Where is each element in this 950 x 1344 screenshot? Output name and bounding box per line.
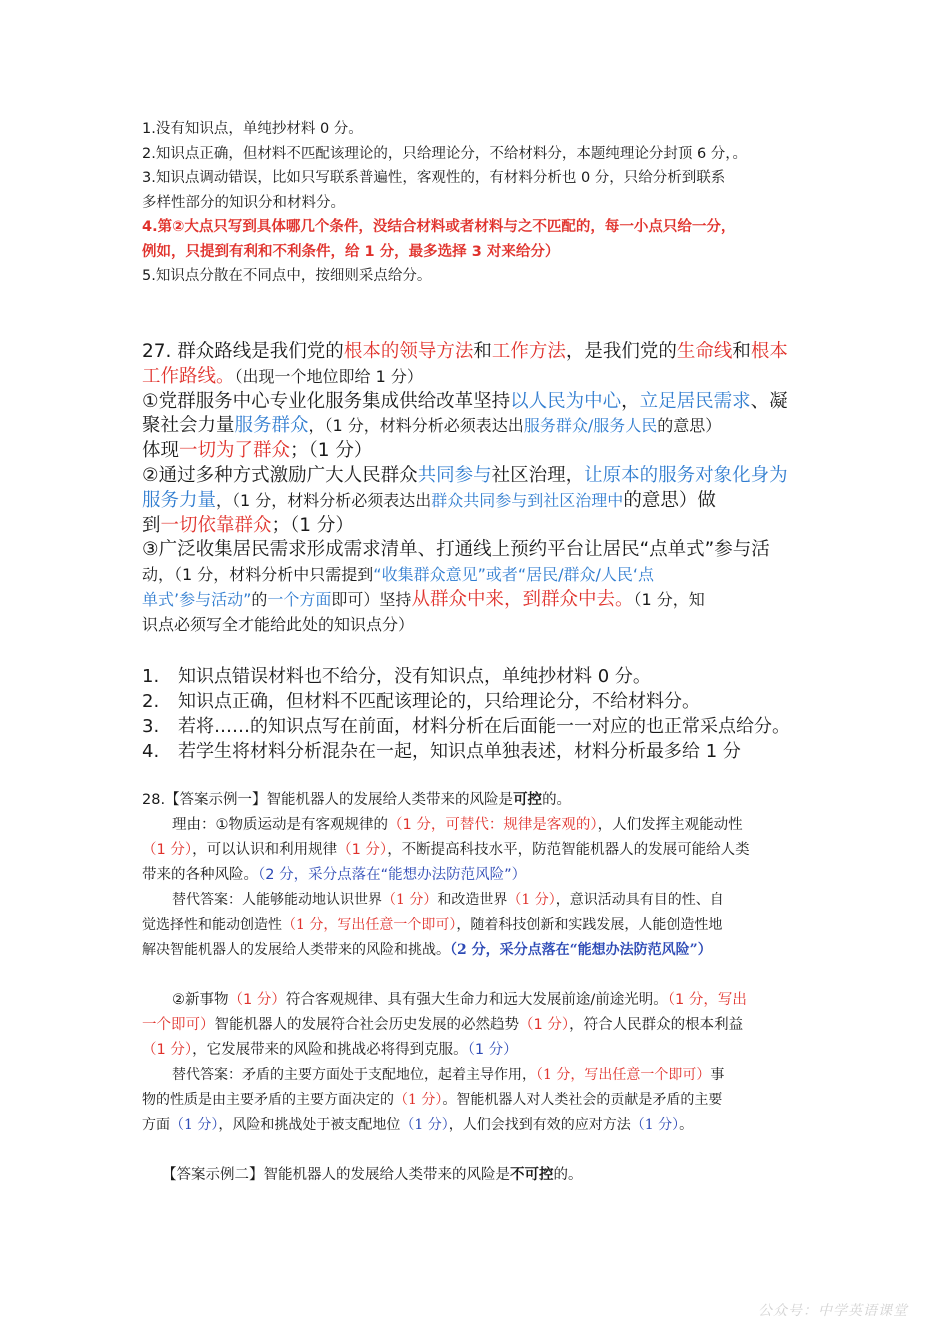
score-note: 动，（1 分，材料分析中只需提到: [142, 565, 374, 585]
text: 理由：①物质运动是有客观规律的: [172, 817, 388, 833]
score-note: （1 分，写出任意一个即可）: [282, 917, 457, 933]
spacer: [142, 1138, 750, 1163]
text: ，它发展带来的风险和挑战必将得到克服。: [192, 1042, 468, 1058]
score-note: （1 分）: [228, 992, 286, 1008]
text: 的。: [553, 1167, 583, 1183]
material-keyword: “收集群众意见”或者“居民/群众/人民‘点: [373, 565, 655, 585]
score-note: 一个即可）: [142, 1017, 215, 1033]
q26-scoring-rules: [142, 117, 747, 289]
bold-keyword: 不可控: [510, 1167, 554, 1183]
text: 智能机器人的发展符合社会历史发展的必然趋势: [214, 1017, 519, 1033]
text: 。智能机器人对人类社会的贡献是矛盾的主要: [442, 1092, 723, 1108]
rule-line: 5.知识点分散在不同点中，按细则采点给分。: [142, 268, 432, 284]
text: ，风险和挑战处于被支配地位: [218, 1117, 401, 1133]
spacer: [142, 963, 750, 988]
rule-line: 1.没有知识点，单纯抄材料 0 分。: [142, 121, 363, 137]
score-note: （1 分）: [630, 1117, 680, 1133]
rule-line: 多样性部分的知识分和材料分。: [142, 194, 345, 211]
keyword: 从群众中来，到群众中去。: [411, 588, 634, 610]
score-note: （1 分）: [394, 1092, 443, 1108]
rule-line: 3.知识点调动错误，比如只写联系普遍性，客观性的，有材料分析也 0 分，只给分析到联系: [142, 170, 726, 186]
rule-text: 知识点正确，但材料不匹配该理论的，只给理论分，不给材料分。: [178, 691, 700, 712]
text: 符合客观规律、具有强大生命力和远大发展前途/前途光明。: [285, 992, 668, 1008]
text: ，意识活动具有目的性、自: [555, 892, 724, 908]
material-keyword: 让原本的服务对象化身为: [584, 464, 788, 486]
score-note: （1 分）: [170, 1117, 219, 1133]
watermark-footer: 公众号：中学英语课堂: [758, 1303, 908, 1319]
material-keyword: 立足居民需求: [639, 390, 751, 412]
q28-answer: [142, 788, 750, 1188]
text: 27. 群众路线是我们党的: [142, 341, 344, 362]
q28-alt-line: [142, 938, 750, 963]
q27-line: 识点必须写全才能给此处的知识点分）: [142, 614, 415, 634]
keyword: 一切为了群众: [179, 440, 291, 462]
text: 、凝: [750, 390, 788, 412]
score-note: ；（1 分）: [271, 514, 354, 536]
rule-number: 3.: [142, 716, 160, 737]
rule-number: 4.: [142, 741, 160, 762]
score-note: （出现一个地位即给 1 分）: [234, 366, 423, 386]
text: 到: [142, 514, 161, 536]
material-keyword: 以人民为中心: [510, 390, 622, 412]
q28-line: [142, 1038, 750, 1063]
material-keyword: 群众共同参与到社区治理中: [431, 490, 624, 510]
text: 的。: [542, 792, 572, 808]
q27-line: [142, 563, 788, 588]
material-keyword: 服务群众: [234, 415, 309, 437]
score-note: （1 分）: [400, 1117, 449, 1133]
q28-heading-2: [142, 1163, 750, 1188]
rule-line-highlight: 4.第②大点只写到具体哪几个条件，没结合材料或者材料与之不匹配的，每一小点只给一分，: [142, 219, 736, 235]
score-note: 即可）坚持: [331, 589, 412, 609]
rule-text: 知识点错误材料也不给分，没有知识点，单纯抄材料 0 分。: [178, 666, 651, 687]
text: ，人们会找到有效的应对方法: [448, 1117, 631, 1133]
q27-line: [142, 439, 788, 464]
q27-scoring-rules: [142, 664, 790, 764]
text: 28.【答案示例一】智能机器人的发展给人类带来的风险是: [142, 792, 514, 808]
rule-number: 2.: [142, 691, 160, 712]
text: ，符合人民群众的根本利益: [569, 1017, 744, 1033]
text: 社区治理，: [491, 464, 585, 486]
text: 和改造世界: [437, 892, 508, 908]
score-note: （1 分）: [142, 842, 193, 858]
material-keyword: 服务群众/服务人民: [523, 416, 658, 436]
keyword: 根本的领导方法: [343, 341, 474, 362]
score-note: ；（1 分）: [290, 440, 373, 462]
text: 和: [732, 341, 751, 362]
q27-line: [142, 414, 788, 439]
text: 替代答案：人能够能动地认识世界: [172, 892, 382, 908]
q28-alt-line: [142, 888, 750, 913]
keyword: 生命线: [676, 341, 733, 362]
rule-text: 若将……的知识点写在前面，材料分析在后面能一一对应的也正常采点给分。: [178, 716, 790, 737]
material-keyword: 一个方面: [267, 589, 332, 609]
q27-line: [142, 390, 788, 415]
score-note: （1 分）: [467, 1042, 518, 1058]
bold-keyword: 可控: [513, 792, 543, 808]
q27-line: [142, 340, 788, 365]
score-note: （1 分）: [337, 842, 388, 858]
text: 【答案示例二】智能机器人的发展给人类带来的风险是: [162, 1167, 510, 1183]
keyword: 一切依靠群众: [160, 514, 272, 536]
rule-item: [142, 739, 790, 764]
text: ，不断提高科技水平，防范智能机器人的发展可能给人类: [387, 842, 750, 858]
score-note: 的: [251, 589, 268, 609]
text: ，可以认识和利用规律: [192, 842, 338, 858]
q28-alt-line: [142, 913, 750, 938]
text: ，随着科技创新和实践发展，人能创造性地: [456, 917, 723, 933]
q28-alt-line: [142, 1088, 750, 1113]
rule-item: [142, 664, 790, 689]
score-note: （1 分）: [382, 892, 438, 908]
score-note: （1 分，知: [633, 589, 705, 609]
q27-answer: [142, 340, 788, 638]
text: 方面: [142, 1117, 170, 1133]
score-note: （1 分，写出: [667, 992, 747, 1008]
text: ，是我们党的: [565, 341, 677, 362]
q27-line: ③广泛收集居民需求形成需求清单、打通线上预约平台让居民“点单式”参与活: [142, 539, 770, 561]
keyword: 根本: [750, 341, 788, 362]
q27-line: [142, 365, 788, 390]
text: ①党群服务中心专业化服务集成供给改革坚持: [142, 390, 511, 412]
text: 体现: [142, 440, 180, 462]
score-note: （1 分）: [519, 1017, 570, 1033]
q27-line: [142, 514, 788, 539]
q28-line: [142, 813, 750, 838]
text: 替代答案：矛盾的主要方面处于支配地位，起着主导作用，: [172, 1067, 536, 1083]
text: 和: [473, 341, 492, 362]
score-note: （2 分，采分点落在“能想办法防范风险”）: [258, 867, 527, 883]
score-note: （1 分，可替代：规律是客观的）: [388, 817, 598, 833]
text: 带来的各种风险。: [142, 867, 258, 883]
text: ②通过多种方式激励广大人民群众: [142, 464, 418, 486]
material-keyword: 服务力量: [142, 489, 217, 511]
material-keyword: 单式’参与活动”: [142, 589, 252, 609]
rule-item: [142, 714, 790, 739]
text: ，: [621, 390, 640, 412]
q28-line: [142, 1013, 750, 1038]
q28-heading: [142, 788, 750, 813]
q28-line: [142, 988, 750, 1013]
score-note: ，（1 分，材料分析必须表达出: [216, 490, 432, 510]
text: 解决智能机器人的发展给人类带来的风险和挑战。: [142, 942, 450, 958]
score-note: 的意思）: [657, 416, 722, 436]
q28-line: [142, 863, 750, 888]
score-note: （2 分，采分点落在“能想办法防范风险”）: [450, 942, 712, 958]
q27-line: [142, 489, 788, 514]
text: 觉选择性和能动创造性: [142, 917, 282, 933]
material-keyword: 共同参与: [417, 464, 492, 486]
keyword: 工作方法: [491, 341, 566, 362]
text: ，人们发挥主观能动性: [597, 817, 743, 833]
q27-line: [142, 588, 788, 613]
rule-line: 2.知识点正确，但材料不匹配该理论的，只给理论分，不给材料分，本题纯理论分封顶 6 分，。: [142, 145, 748, 162]
rule-item: [142, 689, 790, 714]
rule-text: 若学生将材料分析混杂在一起，知识点单独表述，材料分析最多给 1 分: [178, 741, 741, 762]
score-note: ，（1 分，材料分析必须表达出: [308, 416, 524, 436]
q28-alt-line: [142, 1063, 750, 1088]
score-note: （1 分，写出任意一个即可）: [536, 1067, 711, 1083]
text: 。: [679, 1117, 694, 1133]
text: ②新事物: [172, 992, 229, 1008]
score-note: （1 分）: [142, 1042, 193, 1058]
q28-line: [142, 838, 750, 863]
q28-alt-line: [142, 1113, 750, 1138]
text: 物的性质是由主要矛盾的主要方面决定的: [142, 1092, 394, 1108]
rule-number: 1.: [142, 666, 160, 687]
q27-line: [142, 464, 788, 489]
rule-line-highlight: 例如，只提到有利和不利条件，给 1 分，最多选择 3 对来给分）: [142, 243, 560, 260]
keyword: 工作路线。: [142, 365, 235, 387]
text: 的意思）做: [623, 489, 716, 511]
text: 事: [710, 1067, 725, 1083]
score-note: （1 分）: [507, 892, 556, 908]
text: 聚社会力量: [142, 415, 235, 437]
